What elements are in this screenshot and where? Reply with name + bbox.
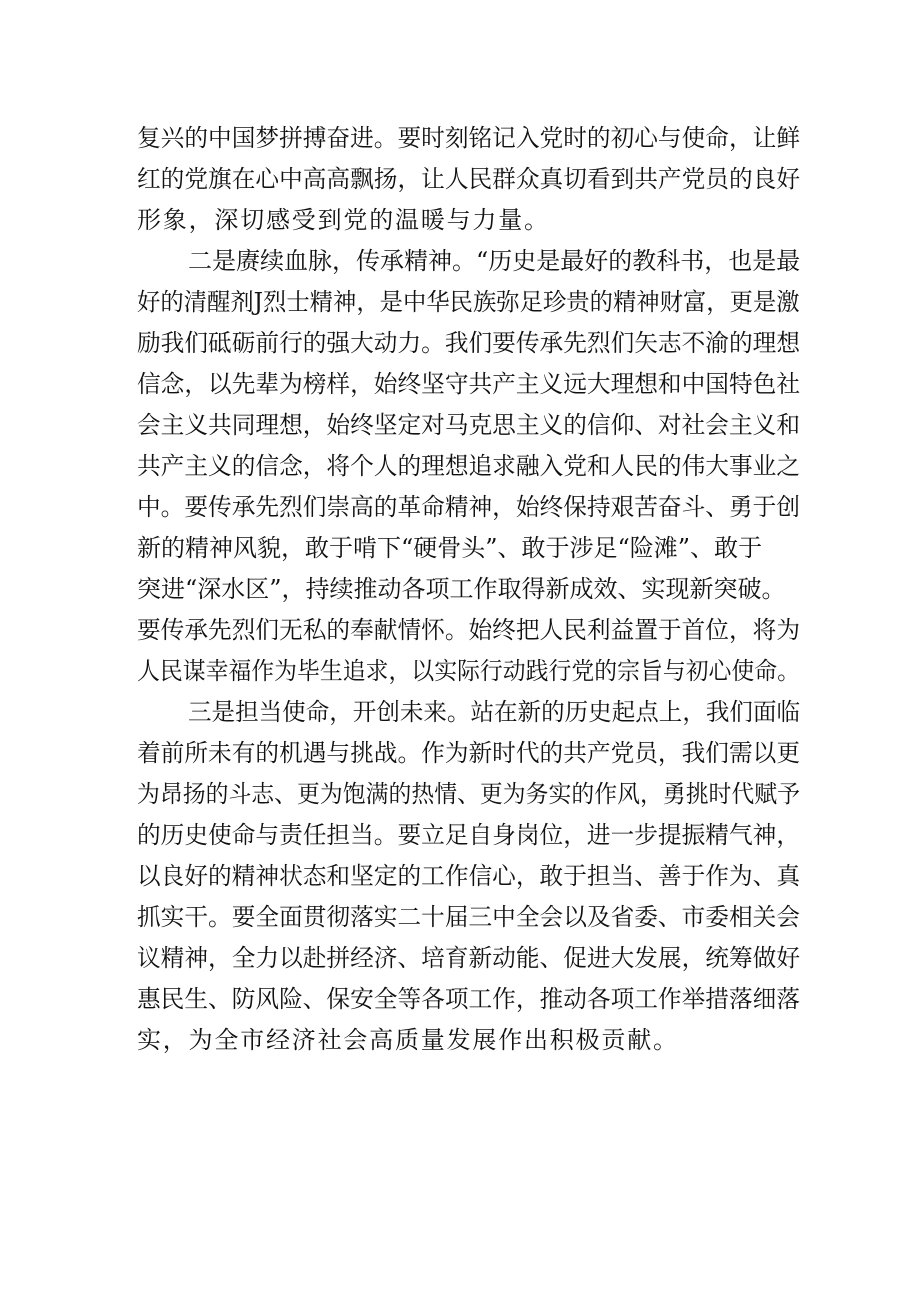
text-line: 突进“深水区”，持续推动各项工作取得新成效、实现新突破。	[137, 575, 786, 603]
text-line: 好的清醒剂J烈士精神，是中华民族弥足珍贵的精神财富，更是激	[137, 288, 800, 316]
text-line: 励我们砥砺前行的强大动力。我们要传承先烈们矢志不渝的理想	[137, 329, 800, 357]
text-line: 要传承先烈们无私的奉献情怀。始终把人民利益置于首位，将为	[137, 616, 800, 644]
text-line: 中。要传承先烈们崇高的革命精神，始终保持艰苦奋斗、勇于创	[137, 493, 800, 521]
text-line: 的历史使命与责任担当。要立足自身岗位，进一步提振精气神，	[137, 821, 800, 849]
text-line: 复兴的中国梦拼搏奋进。要时刻铭记入党时的初心与使命，让鲜	[137, 124, 800, 152]
text-line: 实，为全市经济社会高质量发展作出积极贡献。	[137, 1026, 679, 1054]
text-line: 惠民生、防风险、保安全等各项工作，推动各项工作举措落细落	[137, 985, 800, 1013]
text-line: 会主义共同理想，始终坚定对马克思主义的信仰、对社会主义和	[137, 411, 800, 439]
text-line: 共产主义的信念，将个人的理想追求融入党和人民的伟大事业之	[137, 452, 800, 480]
text-line: 信念，以先辈为榜样，始终坚守共产主义远大理想和中国特色社	[137, 370, 800, 398]
text-line: 着前所未有的机遇与挑战。作为新时代的共产党员，我们需以更	[137, 739, 800, 767]
text-line: 抓实干。要全面贯彻落实二十届三中全会以及省委、市委相关会	[137, 903, 800, 931]
text-line: 人民谋幸福作为毕生追求，以实际行动践行党的宗旨与初心使命。	[137, 657, 801, 685]
text-line: 以良好的精神状态和坚定的工作信心，敢于担当、善于作为、真	[137, 862, 800, 890]
text-line: 议精神，全力以赴拼经济、培育新动能、促进大发展，统筹做好	[137, 944, 800, 972]
paragraph-2-first-line: 二是赓续血脉，传承精神。“历史是最好的教科书，也是最	[188, 247, 801, 275]
text-line: 形象，深切感受到党的温暖与力量。	[137, 206, 550, 234]
text-line: 为昂扬的斗志、更为饱满的热情、更为务实的作风，勇挑时代赋予	[137, 780, 801, 808]
paragraph-3-first-line: 三是担当使命，开创未来。站在新的历史起点上，我们面临	[188, 698, 801, 726]
text-line: 红的党旗在心中高高飘扬，让人民群众真切看到共产党员的良好	[137, 165, 800, 193]
text-line: 新的精神风貌，敢于啃下“硬骨头”、敢于涉足“险滩”、敢于	[137, 534, 763, 562]
